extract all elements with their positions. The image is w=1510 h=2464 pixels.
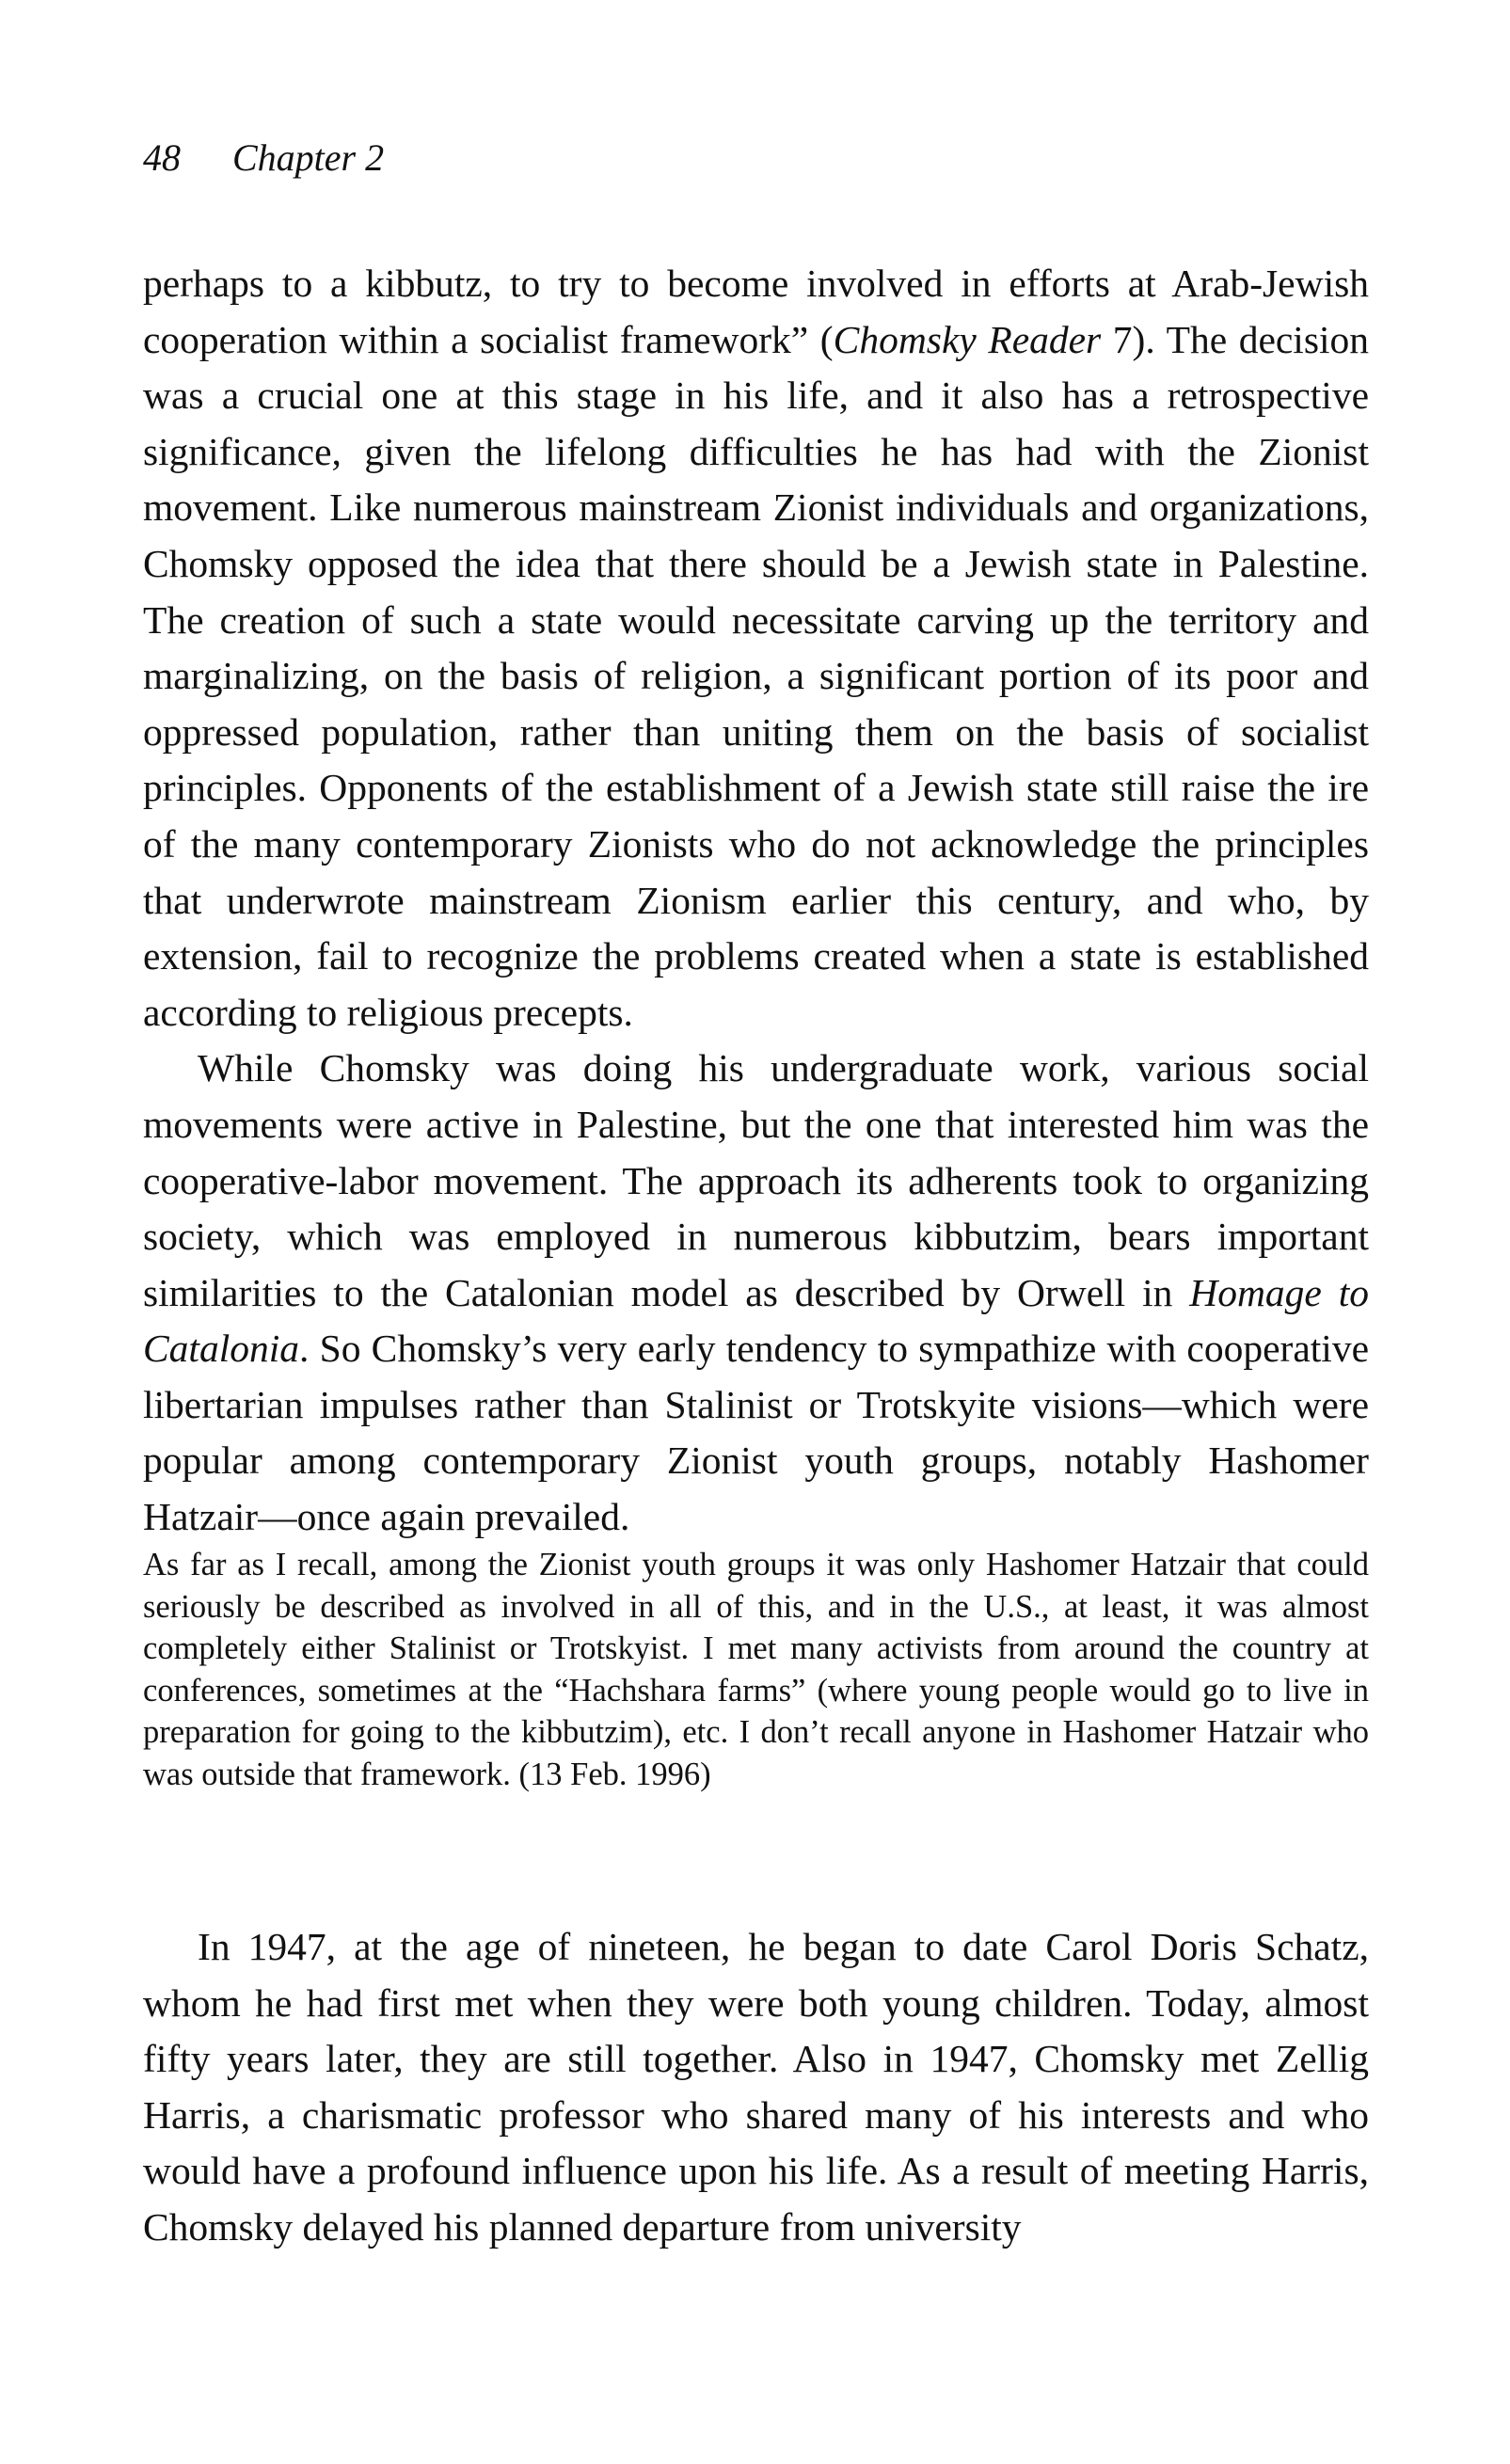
chapter-title: Chapter 2 xyxy=(232,136,385,179)
body-paragraph-2 xyxy=(143,1041,1369,1545)
citation-title: Chomsky Reader xyxy=(833,317,1102,361)
paragraph-2-text-a: While Chomsky was doing his undergraduate work, various social movements were active in Palestine, but the one that interested him was the cooperative-labor movement. The approach its adherents took to organizing society, which was employed in numerous kibbutzim, bears important similarities to the Catalonian model as described by Orwell in xyxy=(143,1046,1369,1314)
body-text-lower xyxy=(143,1919,1369,2256)
running-head xyxy=(143,135,384,181)
paragraph-2-text-b: . So Chomsky’s very early tendency to sympathize with cooperative libertarian impulses rather than Stalinist or Trotskyite visions—which were popular among contemporary Zionist youth groups, notably Hashomer Hatzair—once again prevailed. xyxy=(143,1327,1369,1539)
paragraph-1-text-a: perhaps to a kibbutz, to try to become involved in efforts at Arab-Jewish cooperation within a socialist framework” ( xyxy=(143,262,1369,361)
page-number: 48 xyxy=(143,136,181,179)
block-quote xyxy=(143,1544,1369,1796)
body-text-upper xyxy=(143,256,1369,1546)
body-paragraph-3: In 1947, at the age of nineteen, he began to date Carol Doris Schatz, whom he had first met when they were both young children. Today, almost fifty years later, they are still together. Also in 1947, Chomsky met Zellig Harris, a charismatic professor who shared many of his interests and who would have a profound influence upon his life. As a result of meeting Harris, Chomsky delayed his planned departure from university xyxy=(143,1925,1369,2249)
paragraph-1-text-b: 7). The decision was a crucial one at this stage in his life, and it also has a retrospective significance, given the lifelong difficulties he has had with the Zionist movement. Like numerous mainstream Zionist individuals and organizations, Chomsky opposed the idea that there should be a Jewish state in Palestine. The creation of such a state would necessitate carving up the territory and marginalizing, on the basis of religion, a significant portion of its poor and oppressed population, rather than uniting them on the basis of socialist principles. Opponents of the establishment of a Jewish state still raise the ire of the many contemporary Zionists who do not acknowledge the principles that underwrote mainstream Zionism earlier this century, and who, by extension, fail to recognize the problems created when a state is established according to religious precepts. xyxy=(143,317,1370,1034)
block-quote-text: As far as I recall, among the Zionist youth groups it was only Hashomer Hatzair that could seriously be described as involved in all of this, and in the U.S., at least, it was almost completely either Stalinist or Trotskyist. I met many activists from around the country at conferences, sometimes at the “Hachshara farms” (where young people would go to live in preparation for going to the kibbutzim), etc. I don’t recall anyone in Hashomer Hatzair who was outside that framework. (13 Feb. 1996) xyxy=(143,1547,1369,1792)
book-title: Homage to Catalonia xyxy=(143,1270,1369,1371)
body-paragraph-1 xyxy=(143,256,1369,1041)
